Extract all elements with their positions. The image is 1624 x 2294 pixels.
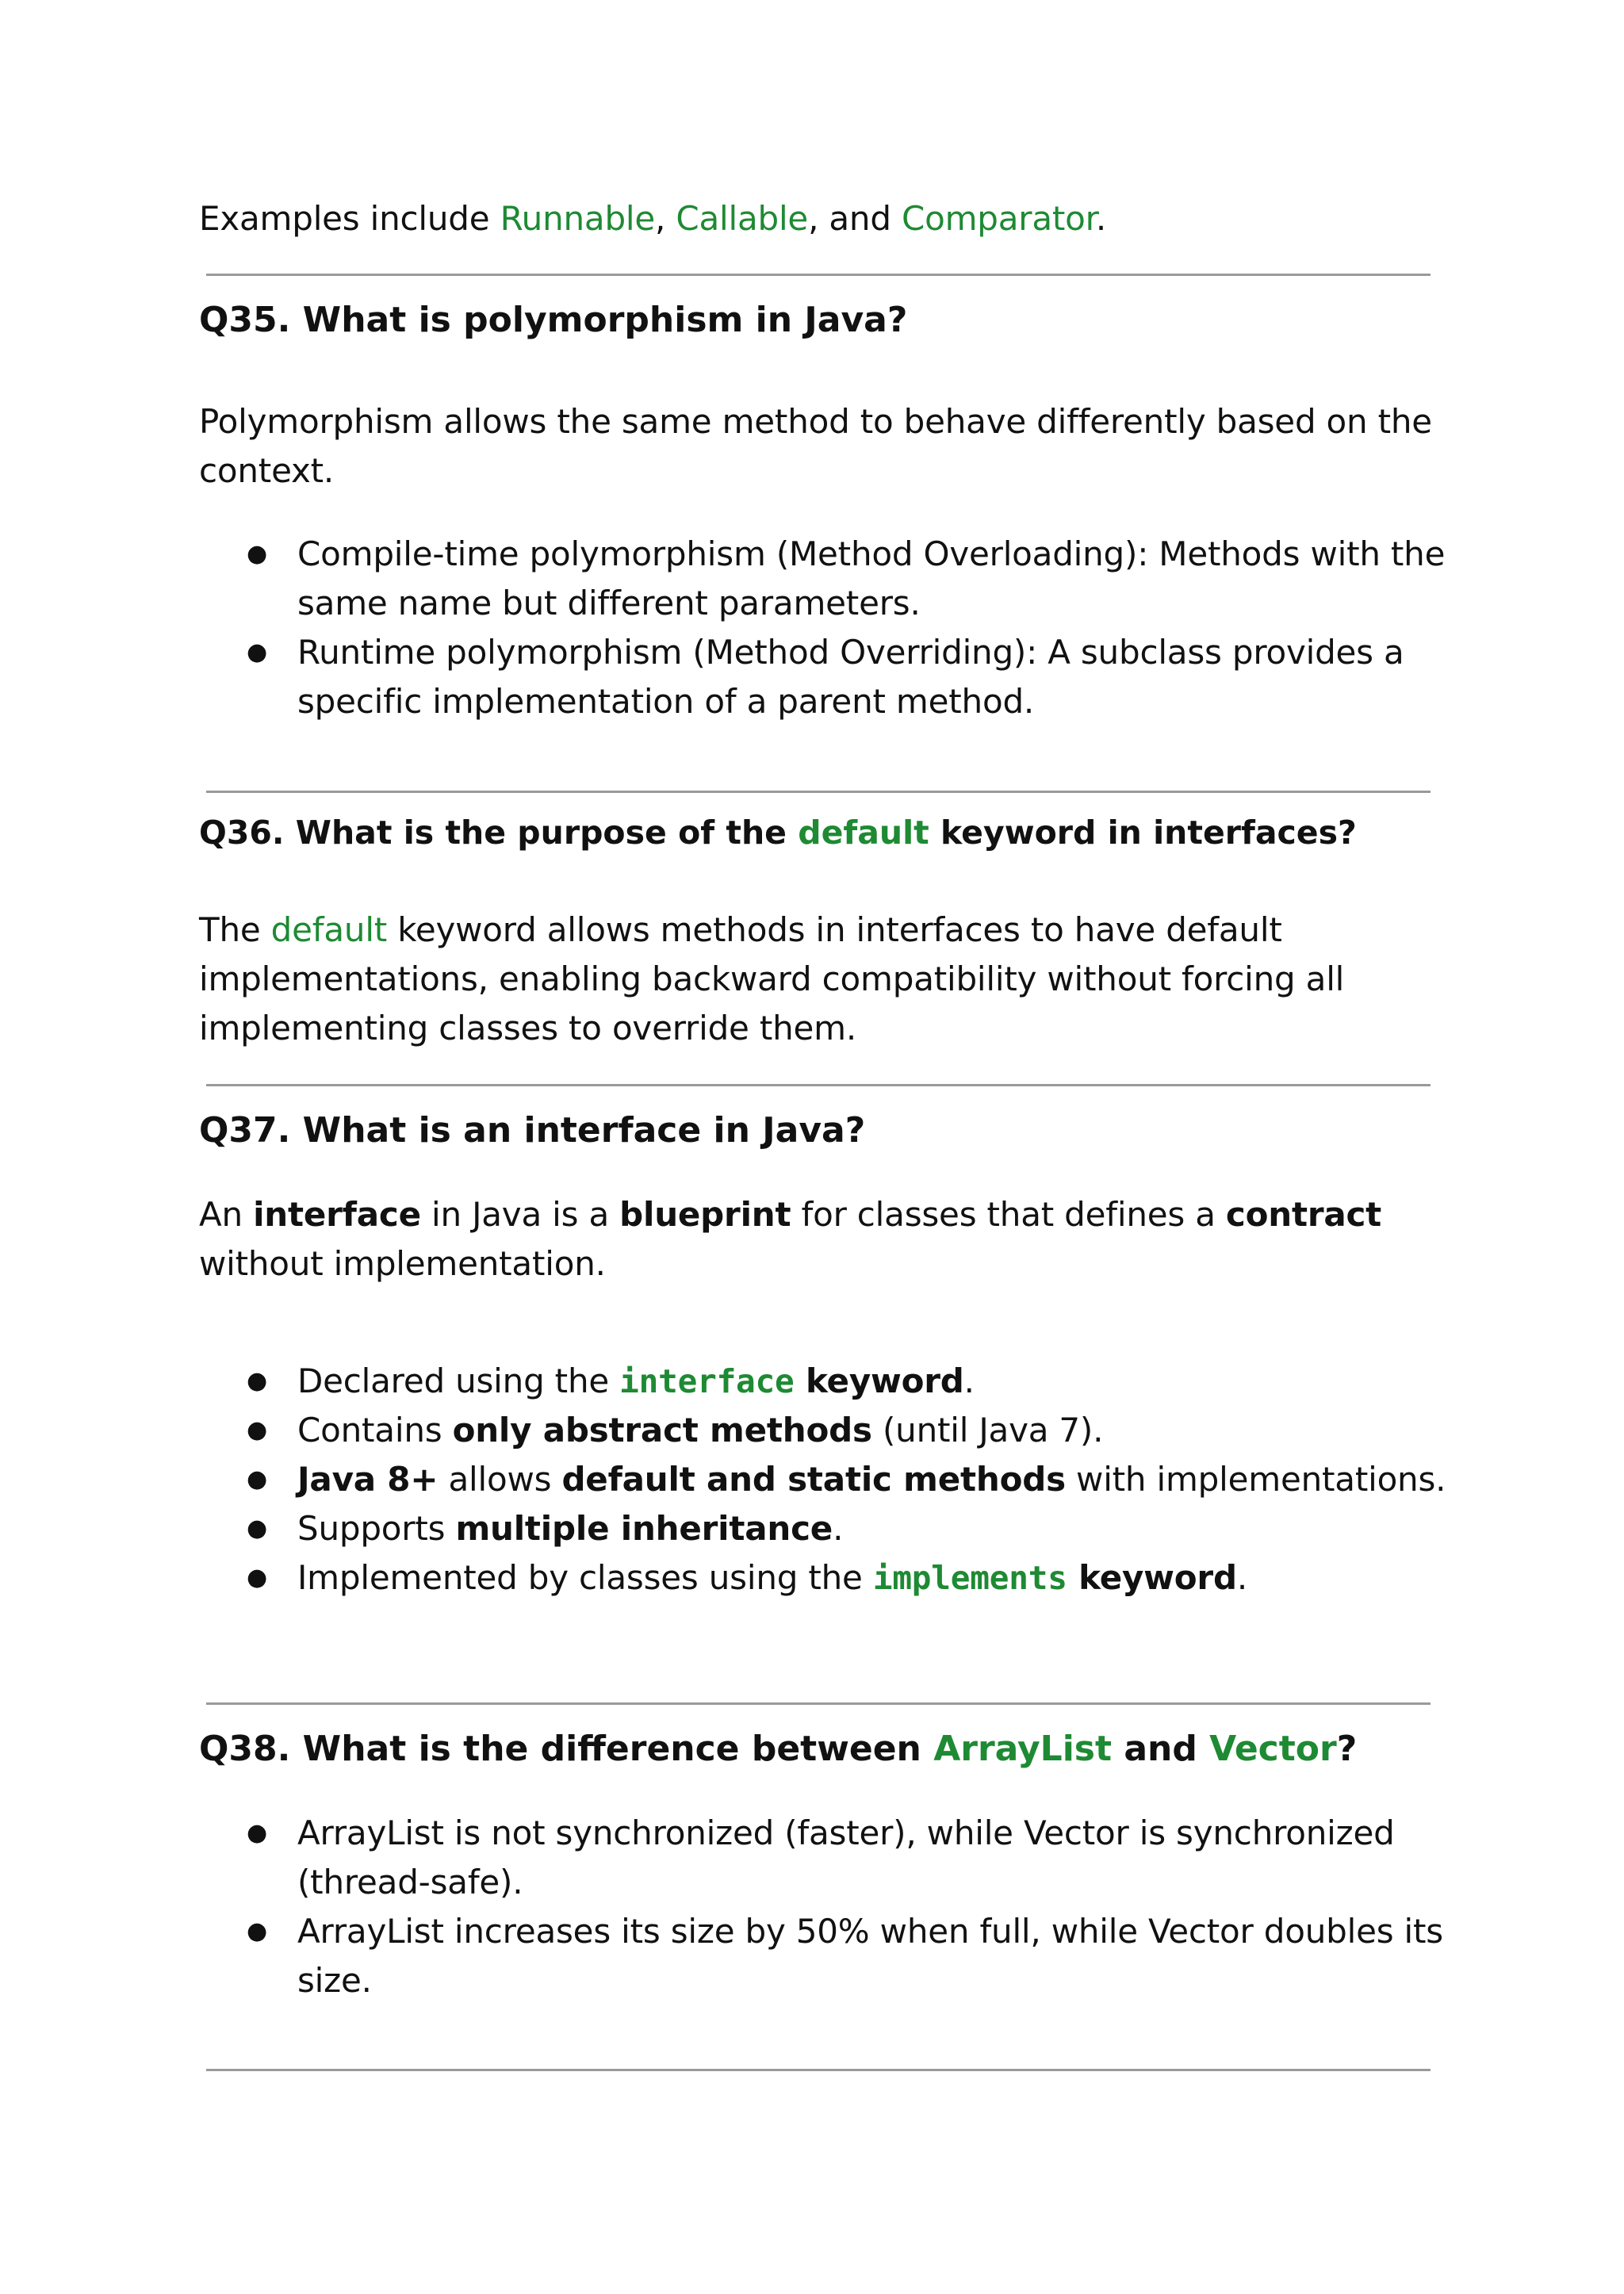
keyword-runnable: Runnable	[500, 199, 656, 238]
keyword-callable: Callable	[676, 199, 809, 238]
keyword-default: default	[270, 910, 388, 949]
keyword-comparator: Comparator	[901, 199, 1096, 238]
bullet-icon: ●	[247, 1367, 267, 1395]
bullet-icon: ●	[247, 1416, 267, 1444]
divider	[206, 2069, 1431, 2071]
bullet-icon: ●	[247, 1564, 267, 1591]
q37-paragraph-line-2: without implementation.	[199, 1244, 606, 1283]
q35-paragraph-line-1: Polymorphism allows the same method to behave differently based on the	[199, 402, 1432, 441]
q37-paragraph-line-1: An interface in Java is a blueprint for classes that defines a contract	[199, 1195, 1382, 1234]
code-implements: implements	[872, 1559, 1067, 1597]
q38-heading: Q38. What is the difference between ArrayList and Vector?	[199, 1729, 1358, 1769]
q37-heading: Q37. What is an interface in Java?	[199, 1110, 866, 1151]
keyword-default: default	[798, 814, 929, 852]
examples-paragraph: Examples include Runnable, Callable, and Comparator.	[199, 199, 1107, 238]
document-page: Examples include Runnable, Callable, and Comparator. Q35. What is polymorphism in Java? Polymorphism allows the same method to behave differently based on the context. ● Compile-time polymorphism (Method Overloading): Methods with the same name but different parameters. ● Runtime polymorphism (Method Overriding): A subclass provides a specific implementation of a parent method. Q36. What is the purpose of the default keyword in interfaces? The default keyword allows methods in interfaces to have default implementations, enabling backward compatibility without forcing all implementing classes to override them. Q37. What is an interface in Java? An interface in Java is a blueprint for classes that defines a contract without implementation. ● Declared using the interface keyword. ● Contains only abstract methods (until Java 7). ● Java 8+ allows default and static methods with implementations. ● Supports multiple inheritance. ● Implemented by classes using the implements keyword. Q38. What is the difference between ArrayList and Vector? ● ArrayList is not synchronized (faster), while Vector is synchronized (thread-safe). ● ArrayList increases its size by 50% when full, while Vector doubles its size.	[199, 0, 1436, 2294]
q35-heading: Q35. What is polymorphism in Java?	[199, 300, 908, 340]
q36-paragraph-line-2: implementations, enabling backward compatibility without forcing all	[199, 959, 1345, 998]
divider	[206, 791, 1431, 793]
keyword-arraylist: ArrayList	[933, 1729, 1113, 1769]
bullet-icon: ●	[247, 1917, 267, 1945]
bullet-icon: ●	[247, 1465, 267, 1493]
divider	[206, 1702, 1431, 1705]
bullet-icon: ●	[247, 540, 267, 568]
q35-paragraph-line-2: context.	[199, 451, 335, 490]
q36-paragraph-line-1: The default keyword allows methods in interfaces to have default	[199, 910, 1282, 949]
q36-heading: Q36. What is the purpose of the default keyword in interfaces?	[199, 814, 1357, 852]
bullet-icon: ●	[247, 1515, 267, 1542]
divider	[206, 274, 1431, 276]
divider	[206, 1084, 1431, 1086]
bullet-icon: ●	[247, 1819, 267, 1847]
code-interface: interface	[619, 1362, 795, 1400]
bullet-icon: ●	[247, 638, 267, 666]
q36-paragraph-line-3: implementing classes to override them.	[199, 1009, 857, 1047]
keyword-vector: Vector	[1209, 1729, 1337, 1769]
